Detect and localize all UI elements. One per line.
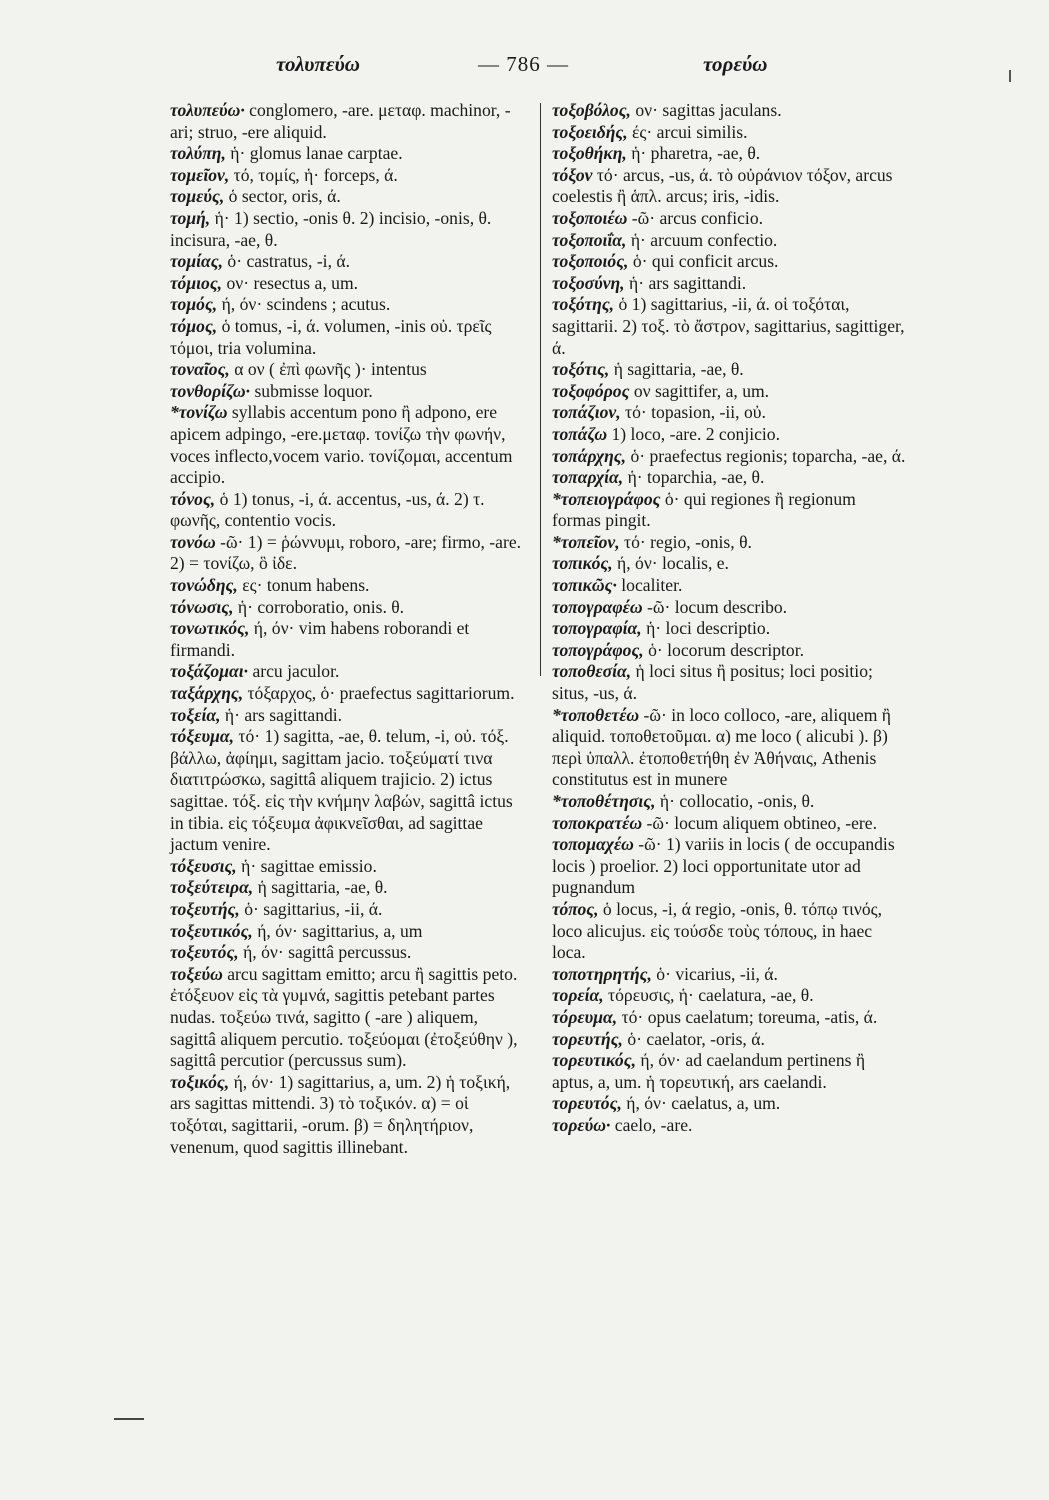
dictionary-entry <box>552 597 907 619</box>
bottom-mark <box>114 1418 144 1420</box>
entry-headword: τόνωσις, <box>170 596 234 617</box>
column-rule <box>540 103 541 676</box>
running-header <box>0 52 1049 92</box>
entry-headword: τοξότης, <box>552 294 615 315</box>
dictionary-entry <box>552 985 907 1007</box>
entry-headword: τοπογραφία, <box>552 618 642 639</box>
entry-headword: τόρευμα, <box>552 1006 618 1027</box>
entry-headword: τοπικός, <box>552 553 613 574</box>
entry-definition: ἡ· ars sagittandi. <box>624 272 747 293</box>
dictionary-entry <box>552 402 907 424</box>
dictionary-entry <box>552 1007 907 1029</box>
header-right-catchword: τορεύω <box>703 52 768 76</box>
entry-definition: ὁ· qui conficit arcus. <box>628 251 779 272</box>
entry-definition: ἡ· sagittae emissio. <box>236 855 377 876</box>
dictionary-entry <box>552 553 907 575</box>
dictionary-entry <box>552 446 907 468</box>
entry-headword: τοποκρατέω <box>552 812 643 833</box>
dictionary-entry <box>170 856 525 878</box>
entry-headword: τόνος, <box>170 488 216 509</box>
entry-definition: ή, όν· vim habens roborandi et firmandi. <box>170 618 470 660</box>
dictionary-entry <box>552 964 907 986</box>
entry-headword: τοπικῶς· <box>552 575 617 596</box>
entry-definition: -ῶ· 1) = ῥώννυμι, roboro, -are; firmo, -are. 2) = τονίζω, ὃ ἰδε. <box>170 531 522 574</box>
entry-definition: ὁ sector, oris, ά. <box>224 186 341 207</box>
entry-definition: ον sagittifer, a, um. <box>629 380 770 401</box>
entry-headword: τοξοβόλος, <box>552 100 631 120</box>
dictionary-entry <box>552 575 907 597</box>
entry-definition: τόρευσις, ἡ· caelatura, -ae, θ. <box>603 985 814 1006</box>
dictionary-entry <box>552 208 907 230</box>
dictionary-entry <box>170 877 525 899</box>
dictionary-entry <box>170 294 525 316</box>
entry-definition: ὁ 1) sagittarius, -ii, ά. οἱ τοξόται, sagittarii. 2) τοξ. τὸ ἄστρον, sagittarius, sagittiger, ά. <box>552 294 905 358</box>
entry-headword: τοξευτικός, <box>170 920 253 941</box>
dictionary-entry <box>170 381 525 403</box>
left-column <box>170 100 525 1158</box>
entry-definition: ἡ sagittaria, -ae, θ. <box>609 359 744 380</box>
dictionary-entry <box>552 165 907 208</box>
entry-headword: τοπάρχης, <box>552 445 627 466</box>
entry-headword: τομή, <box>170 207 211 228</box>
entry-headword: τορεύω· <box>552 1114 611 1135</box>
entry-headword: τοξευτής, <box>170 898 240 919</box>
entry-headword: τοπαρχία, <box>552 467 624 488</box>
right-column <box>552 100 907 1137</box>
entry-definition: ἡ· arcuum confectio. <box>626 229 778 250</box>
entry-headword: *τοποθέτησις, <box>552 791 656 811</box>
entry-definition: ἡ loci situs ἢ positus; loci positio; situs, -us, ά. <box>552 661 873 704</box>
entry-headword: τομεύς, <box>170 186 225 207</box>
entry-headword: τόμιος, <box>170 272 223 293</box>
entry-definition: τό· arcus, -us, ά. τὸ οὐράνιον τόξον, arcus coelestis ἢ ἁπλ. arcus; iris, -idis. <box>552 164 893 207</box>
entry-headword: τοναῖος, <box>170 359 230 380</box>
entry-definition: arcu sagittam emitto; arcu ἢ sagittis peto. ἐτόξευον εἰς τὰ γυμνά, sagittis petebant partes nudas. τοξεύω τινά, sagitto ( -are ) aliquem, sagittâ aliquem percutio. τοξεύομαι (ἐτοξεύθην ), sagittâ percutior (percussus sum). <box>170 963 518 1071</box>
entry-headword: τονθορίζω· <box>170 380 251 401</box>
entry-definition: -ῶ· locum aliquem obtineo, -ere. <box>642 812 877 833</box>
dictionary-entry <box>552 359 907 381</box>
entry-definition: ή, όν· caelatus, a, um. <box>621 1093 781 1114</box>
dictionary-entry <box>552 813 907 835</box>
dictionary-entry <box>170 575 525 597</box>
dictionary-entry <box>170 942 525 964</box>
entry-headword: *τοπειογράφος <box>552 488 661 509</box>
dictionary-entry <box>552 791 907 813</box>
entry-definition: -ῶ· locum describo. <box>642 596 788 617</box>
dictionary-entry <box>552 273 907 295</box>
entry-definition: 1) loco, -are. 2 conjicio. <box>607 423 781 444</box>
entry-headword: τοξεία, <box>170 704 221 725</box>
dictionary-entry <box>552 489 907 532</box>
entry-definition: ἡ· corroboratio, onis. θ. <box>233 596 405 617</box>
entry-definition: ἡ· glomus lanae carptae. <box>225 143 403 164</box>
entry-definition: ὁ· caelator, -oris, ά. <box>622 1028 765 1049</box>
dictionary-entry <box>170 359 525 381</box>
entry-headword: τοξοθήκη, <box>552 143 627 164</box>
entry-definition: ἡ· ars sagittandi. <box>220 704 343 725</box>
entry-definition: arcu jaculor. <box>248 661 340 682</box>
entry-headword: τολυπεύω· <box>170 100 245 120</box>
entry-headword: *τοπεῖον, <box>552 531 620 552</box>
dictionary-entry <box>170 705 525 727</box>
entry-definition: -ῶ· 1) variis in locis ( de occupandis locis ) proelior. 2) loci opportunitate utor ad pugnandum <box>552 834 895 898</box>
entry-definition: τό· regio, -onis, θ. <box>619 531 752 552</box>
entry-definition: ή, όν· 1) sagittarius, a, um. 2) ἡ τοξική, ars sagittas mittendi. 3) τὸ τοξικόν. α) = οἱ τοξόται, sagittarii, -orum. β) = δηλητήριον, venenum, quod sagittis illinebant. <box>170 1071 511 1157</box>
entry-headword: τοποθεσία, <box>552 661 632 682</box>
dictionary-entry <box>552 100 907 122</box>
entry-definition: ες· tonum habens. <box>237 575 370 596</box>
dictionary-entry <box>170 964 525 1072</box>
dictionary-entry <box>170 661 525 683</box>
entry-headword: τοξοποιΐα, <box>552 229 627 250</box>
dictionary-entry <box>552 1050 907 1093</box>
entry-headword: τολύπη, <box>170 143 226 164</box>
entry-definition: τόξαρχος, ὁ· praefectus sagittariorum. <box>243 683 515 704</box>
dictionary-entry <box>552 251 907 273</box>
entry-definition: ὁ tomus, -i, ά. volumen, -inis οὐ. τρεῖς τόμοι, tria volumina. <box>170 315 492 358</box>
entry-headword: τοξότις, <box>552 359 610 380</box>
entry-definition: ὁ· sagittarius, -ii, ά. <box>239 898 383 919</box>
entry-definition: ἡ· collocatio, -onis, θ. <box>655 791 815 811</box>
entry-headword: τοξευτός, <box>170 942 239 963</box>
entry-headword: τοξικός, <box>170 1071 230 1092</box>
dictionary-entry <box>552 618 907 640</box>
entry-definition: ή, όν· localis, e. <box>612 553 729 574</box>
entry-headword: ταξάρχης, <box>170 683 244 704</box>
entry-headword: τοξοφόρος <box>552 380 630 401</box>
entry-definition: ὁ· praefectus regionis; toparcha, -ae, ά. <box>626 445 906 466</box>
dictionary-entry <box>552 424 907 446</box>
entry-headword: τοπομαχέω <box>552 834 634 855</box>
dictionary-entry <box>170 165 525 187</box>
entry-headword: τοξεύω <box>170 963 223 984</box>
entry-headword: τονόω <box>170 531 216 552</box>
dictionary-entry <box>552 467 907 489</box>
dictionary-entry <box>170 251 525 273</box>
entry-definition: ή, όν· sagittarius, a, um <box>252 920 423 941</box>
dictionary-entry <box>170 208 525 251</box>
entry-headword: τόξον <box>552 164 593 185</box>
dictionary-entry <box>552 640 907 662</box>
dictionary-entry <box>552 899 907 964</box>
entry-definition: ἡ· loci descriptio. <box>641 618 771 639</box>
entry-definition: τό· 1) sagitta, -ae, θ. telum, -i, οὐ. τόξ. βάλλω, ἀφίημι, sagittam jacio. τοξεύματί τινα διατιτρώσκω, sagittâ aliquem trajicio. 2) ictus sagittae. τόξ. εἰς τὴν κνήμην λαβών, sagittâ ictus in tibia. εἰς τόξευμα ἀφικνεῖσθαι, ad sagittae jactum venire. <box>170 726 513 855</box>
entry-definition: ὁ 1) tonus, -i, ά. accentus, -us, ά. 2) τ. φωνῆς, contentio vocis. <box>170 488 485 531</box>
entry-headword: τοξάζομαι· <box>170 661 249 682</box>
entry-definition: τό· opus caelatum; toreuma, -atis, ά. <box>617 1006 878 1027</box>
entry-definition: -ῶ· arcus conficio. <box>627 207 764 228</box>
entry-headword: τορευτής, <box>552 1028 623 1049</box>
dictionary-entry <box>170 597 525 619</box>
entry-headword: τομεῖον, <box>170 164 230 185</box>
entry-definition: τό· topasion, -ii, οὐ. <box>620 402 766 423</box>
entry-definition: conglomero, -are. μεταφ. machinor, -ari; struo, -ere aliquid. <box>170 100 511 142</box>
dictionary-entry <box>552 834 907 899</box>
entry-headword: *τοποθετέω <box>552 704 640 725</box>
dictionary-entry <box>170 273 525 295</box>
dictionary-entry <box>170 683 525 705</box>
dictionary-entry <box>552 1093 907 1115</box>
entry-definition: syllabis accentum pono ἢ adpono, ere apicem adpingo, -ere.μεταφ. τονίζω τὴν φωνήν, voces inflecto,vocem vario. τονίζομαι, accentum accipio. <box>170 402 513 488</box>
entry-headword: τομός, <box>170 294 218 315</box>
entry-definition: ή, όν· sagittâ percussus. <box>238 942 412 963</box>
entry-headword: τορευτικός, <box>552 1050 636 1071</box>
entry-headword: τοποτηρητής, <box>552 963 652 984</box>
dictionary-entry <box>552 143 907 165</box>
entry-headword: τοπάζιον, <box>552 402 621 423</box>
entry-headword: τόξευμα, <box>170 726 235 747</box>
entry-definition: ές· arcui similis. <box>627 121 748 142</box>
margin-tick <box>1009 70 1011 82</box>
entry-headword: τοξοειδής, <box>552 121 628 142</box>
entry-definition: ή, όν· scindens ; acutus. <box>217 294 391 315</box>
page-number: — 786 — <box>478 52 569 76</box>
entry-headword: τοπογράφος, <box>552 639 644 660</box>
dictionary-entry <box>170 618 525 661</box>
entry-definition: ον· resectus a, um. <box>222 272 359 293</box>
entry-definition: ἡ· toparchia, -ae, θ. <box>623 467 765 488</box>
entry-definition: α ον ( ἐπὶ φωνῆς )· intentus <box>229 359 427 380</box>
entry-headword: τομίας, <box>170 251 224 272</box>
entry-headword: τοπάζω <box>552 423 608 444</box>
dictionary-entry <box>170 316 525 359</box>
entry-headword: τορευτός, <box>552 1093 622 1114</box>
entry-definition: ἡ· 1) sectio, -onis θ. 2) incisio, -onis, θ. incisura, -ae, θ. <box>170 207 492 250</box>
entry-headword: τορεία, <box>552 985 604 1006</box>
dictionary-entry <box>552 294 907 359</box>
dictionary-entry <box>552 661 907 704</box>
dictionary-entry <box>170 143 525 165</box>
dictionary-entry <box>170 899 525 921</box>
entry-headword: τονώδης, <box>170 575 238 596</box>
entry-headword: τονωτικός, <box>170 618 250 639</box>
entry-definition: ὁ· qui regiones ἢ regionum formas pingit. <box>552 488 856 531</box>
entry-headword: τοξοποιέω <box>552 207 628 228</box>
entry-headword: τοξοσύνη, <box>552 272 625 293</box>
dictionary-entry <box>170 921 525 943</box>
entry-headword: τοπογραφέω <box>552 596 643 617</box>
entry-definition: caelo, -are. <box>610 1114 693 1135</box>
entry-definition: ἡ· pharetra, -ae, θ. <box>626 143 761 164</box>
entry-definition: τό, τομίς, ἡ· forceps, ά. <box>229 164 398 185</box>
dictionary-entry <box>552 381 907 403</box>
dictionary-entry <box>170 100 525 143</box>
entry-definition: ὁ locus, -i, ά regio, -onis, θ. τόπῳ τινός, loco alicujus. εἰς τούσδε τοὺς τόπους, in haec loca. <box>552 898 883 963</box>
dictionary-entry <box>170 402 525 488</box>
dictionary-entry <box>170 489 525 532</box>
entry-headword: τοξοποιός, <box>552 251 629 272</box>
dictionary-entry <box>552 1029 907 1051</box>
dictionary-entry <box>170 1072 525 1158</box>
dictionary-entry <box>552 532 907 554</box>
entry-definition: submisse loquor. <box>250 380 373 401</box>
entry-definition: ή, όν· ad caelandum pertinens ἢ aptus, a, um. ἡ τορευτική, ars caelandi. <box>552 1050 866 1092</box>
entry-headword: *τονίζω <box>170 402 228 423</box>
entry-definition: ὁ· locorum descriptor. <box>643 639 804 660</box>
dictionary-entry <box>552 1115 907 1137</box>
dictionary-entry <box>552 705 907 791</box>
dictionary-entry <box>552 230 907 252</box>
entry-definition: ον· sagittas jaculans. <box>630 100 782 120</box>
entry-headword: τόξευσις, <box>170 855 237 876</box>
entry-headword: τόμος, <box>170 315 218 336</box>
header-left-catchword: τολυπεύω <box>276 52 360 76</box>
dictionary-entry <box>552 122 907 144</box>
entry-definition: ὁ· vicarius, -ii, ά. <box>651 963 778 984</box>
entry-headword: τόπος, <box>552 898 599 919</box>
dictionary-entry <box>170 186 525 208</box>
entry-definition: ἡ sagittaria, -ae, θ. <box>253 877 388 898</box>
dictionary-entry <box>170 726 525 856</box>
dictionary-entry <box>170 532 525 575</box>
entry-definition: localiter. <box>616 575 683 596</box>
entry-definition: ὁ· castratus, -i, ά. <box>223 251 350 272</box>
entry-definition: -ῶ· in loco colloco, -are, aliquem ἢ aliquid. τοποθετοῦμαι. α) me loco ( alicubi ). β) περὶ ὑπαλλ. ἐτοποθετήθη ἐν Ἀθήναις, Athenis constitutus est in munere <box>552 704 892 790</box>
entry-headword: τοξεύτειρα, <box>170 877 254 898</box>
